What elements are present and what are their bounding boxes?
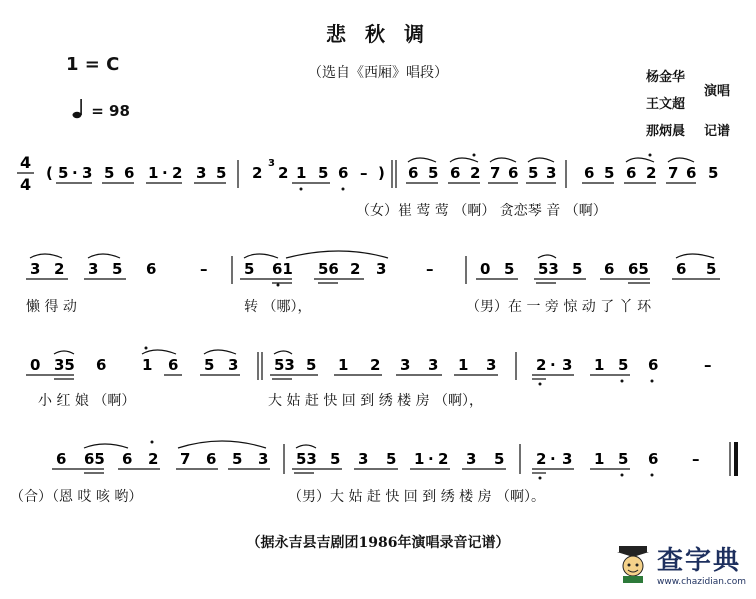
svg-text:2: 2 <box>438 450 449 468</box>
svg-text:3: 3 <box>562 356 573 374</box>
svg-text:3: 3 <box>268 158 275 169</box>
svg-text:7: 7 <box>668 164 679 182</box>
svg-text:5: 5 <box>104 164 115 182</box>
svg-text:3: 3 <box>228 356 239 374</box>
lyric-line-2a: 懒 得 动 <box>26 299 77 315</box>
role-notate: 记谱 <box>704 124 731 139</box>
tempo-marking <box>72 98 130 120</box>
svg-text:3: 3 <box>546 164 557 182</box>
svg-text:1: 1 <box>414 450 425 468</box>
tempo-value: = 98 <box>91 102 130 120</box>
svg-text:1: 1 <box>338 356 349 374</box>
svg-text:5: 5 <box>216 164 227 182</box>
svg-text:2: 2 <box>370 356 381 374</box>
lyric-line-2c: （男）在 一 旁 惊 动 了 丫 环 <box>466 299 652 315</box>
svg-text:2: 2 <box>172 164 183 182</box>
role-sing: 演唱 <box>704 84 731 99</box>
svg-text:1: 1 <box>594 450 605 468</box>
svg-text:1: 1 <box>594 356 605 374</box>
svg-text:65: 65 <box>628 260 649 278</box>
svg-text:3: 3 <box>88 260 99 278</box>
svg-text:5: 5 <box>232 450 243 468</box>
svg-text:2: 2 <box>148 450 159 468</box>
svg-text:53: 53 <box>538 260 559 278</box>
svg-text:6: 6 <box>408 164 419 182</box>
svg-text:3: 3 <box>82 164 93 182</box>
lyric-line-3a: 小 红 娘 （啊） <box>38 393 136 409</box>
svg-text:7: 7 <box>180 450 191 468</box>
svg-text:6: 6 <box>96 356 107 374</box>
svg-text:6: 6 <box>146 260 157 278</box>
svg-text:2: 2 <box>536 356 547 374</box>
svg-text:2: 2 <box>536 450 547 468</box>
svg-text:1: 1 <box>296 164 307 182</box>
svg-text:3: 3 <box>400 356 411 374</box>
svg-text:3: 3 <box>196 164 207 182</box>
svg-text:6: 6 <box>122 450 133 468</box>
svg-text:·: · <box>550 450 556 468</box>
svg-text:·: · <box>162 164 168 182</box>
svg-text:5: 5 <box>306 356 317 374</box>
svg-text:–: – <box>200 260 208 278</box>
svg-text:5: 5 <box>572 260 583 278</box>
performer-2: 王文超 <box>646 97 686 112</box>
svg-text:1: 1 <box>458 356 469 374</box>
svg-text:2: 2 <box>350 260 361 278</box>
svg-text:6: 6 <box>648 450 659 468</box>
svg-text:–: – <box>426 260 434 278</box>
svg-text:53: 53 <box>296 450 317 468</box>
svg-text:1: 1 <box>142 356 153 374</box>
svg-text:6: 6 <box>56 450 67 468</box>
svg-text:3: 3 <box>486 356 497 374</box>
svg-text:5: 5 <box>708 164 719 182</box>
svg-text:61: 61 <box>272 260 293 278</box>
svg-text:3: 3 <box>258 450 269 468</box>
svg-text:6: 6 <box>604 260 615 278</box>
svg-text:5: 5 <box>618 356 629 374</box>
svg-text:6: 6 <box>584 164 595 182</box>
svg-text:6: 6 <box>168 356 179 374</box>
time-signature-bottom: 4 <box>20 175 32 194</box>
svg-text:6: 6 <box>450 164 461 182</box>
svg-text:5: 5 <box>528 164 539 182</box>
subtitle: （选自《西厢》唱段） <box>308 65 448 81</box>
svg-text:5: 5 <box>204 356 215 374</box>
lyric-line-2b: 转 （哪）， <box>244 299 312 315</box>
svg-text:5: 5 <box>428 164 439 182</box>
score-system-3 <box>0 344 756 394</box>
time-signature-top: 4 <box>20 153 32 172</box>
svg-text:6: 6 <box>676 260 687 278</box>
svg-text:5: 5 <box>618 450 629 468</box>
svg-text:5: 5 <box>112 260 123 278</box>
svg-text:65: 65 <box>84 450 105 468</box>
svg-text:·: · <box>428 450 434 468</box>
svg-text:6: 6 <box>508 164 519 182</box>
score-system-1 <box>0 150 756 200</box>
svg-text:5: 5 <box>318 164 329 182</box>
svg-text:6: 6 <box>626 164 637 182</box>
svg-text:56: 56 <box>318 260 339 278</box>
key-signature: 1 = C <box>66 54 120 75</box>
svg-text:2: 2 <box>54 260 65 278</box>
svg-text:5: 5 <box>604 164 615 182</box>
svg-text:6: 6 <box>206 450 217 468</box>
svg-text:2: 2 <box>646 164 657 182</box>
svg-text:7: 7 <box>490 164 501 182</box>
svg-text:6: 6 <box>686 164 697 182</box>
svg-text:5: 5 <box>386 450 397 468</box>
svg-text:5: 5 <box>330 450 341 468</box>
svg-text:3: 3 <box>562 450 573 468</box>
svg-text:3: 3 <box>358 450 369 468</box>
svg-text:3: 3 <box>30 260 41 278</box>
scholar-mascot-icon <box>615 544 651 584</box>
score-system-4 <box>0 438 756 488</box>
source-note: （据永吉县吉剧团1986年演唱录音记谱） <box>246 535 510 551</box>
svg-text:1: 1 <box>148 164 159 182</box>
svg-text:–: – <box>704 356 712 374</box>
svg-text:0: 0 <box>30 356 41 374</box>
svg-text:6: 6 <box>124 164 135 182</box>
performer-3: 那炳晨 <box>646 124 686 139</box>
performer-1: 杨金华 <box>646 70 686 85</box>
lyric-line-1: （女）崔 莺 莺 （啊） 贪恋琴 音 （啊） <box>356 203 607 219</box>
svg-text:2: 2 <box>278 164 289 182</box>
lyric-line-3b: 大 姑 赶 快 回 到 绣 楼 房 （啊）， <box>268 393 484 409</box>
lyric-line-4b: （男）大 姑 赶 快 回 到 绣 楼 房 （啊）。 <box>288 489 546 505</box>
svg-text:3: 3 <box>376 260 387 278</box>
watermark-name: 查字典 <box>656 546 741 576</box>
svg-text:(: ( <box>46 164 53 182</box>
svg-text:·: · <box>550 356 556 374</box>
svg-text:–: – <box>360 164 368 182</box>
svg-text:6: 6 <box>648 356 659 374</box>
watermark <box>615 540 746 587</box>
svg-text:3: 3 <box>466 450 477 468</box>
score-system-2 <box>0 248 756 298</box>
svg-text:5: 5 <box>494 450 505 468</box>
svg-text:2: 2 <box>470 164 481 182</box>
lyric-line-4a: （合）（恩 哎 咳 哟） <box>10 489 143 505</box>
svg-text:5: 5 <box>58 164 69 182</box>
svg-text:35: 35 <box>54 356 75 374</box>
svg-text:3: 3 <box>428 356 439 374</box>
svg-text:5: 5 <box>244 260 255 278</box>
svg-text:0: 0 <box>480 260 491 278</box>
watermark-url: www.chazidian.com <box>656 577 746 587</box>
svg-text:5: 5 <box>504 260 515 278</box>
svg-text:): ) <box>378 164 385 182</box>
quarter-note-icon <box>72 98 86 120</box>
svg-text:2: 2 <box>252 164 263 182</box>
svg-text:–: – <box>692 450 700 468</box>
svg-text:·: · <box>72 164 78 182</box>
svg-text:53: 53 <box>274 356 295 374</box>
page-title: 悲 秋 调 <box>326 22 430 46</box>
svg-text:5: 5 <box>706 260 717 278</box>
svg-text:6: 6 <box>338 164 349 182</box>
